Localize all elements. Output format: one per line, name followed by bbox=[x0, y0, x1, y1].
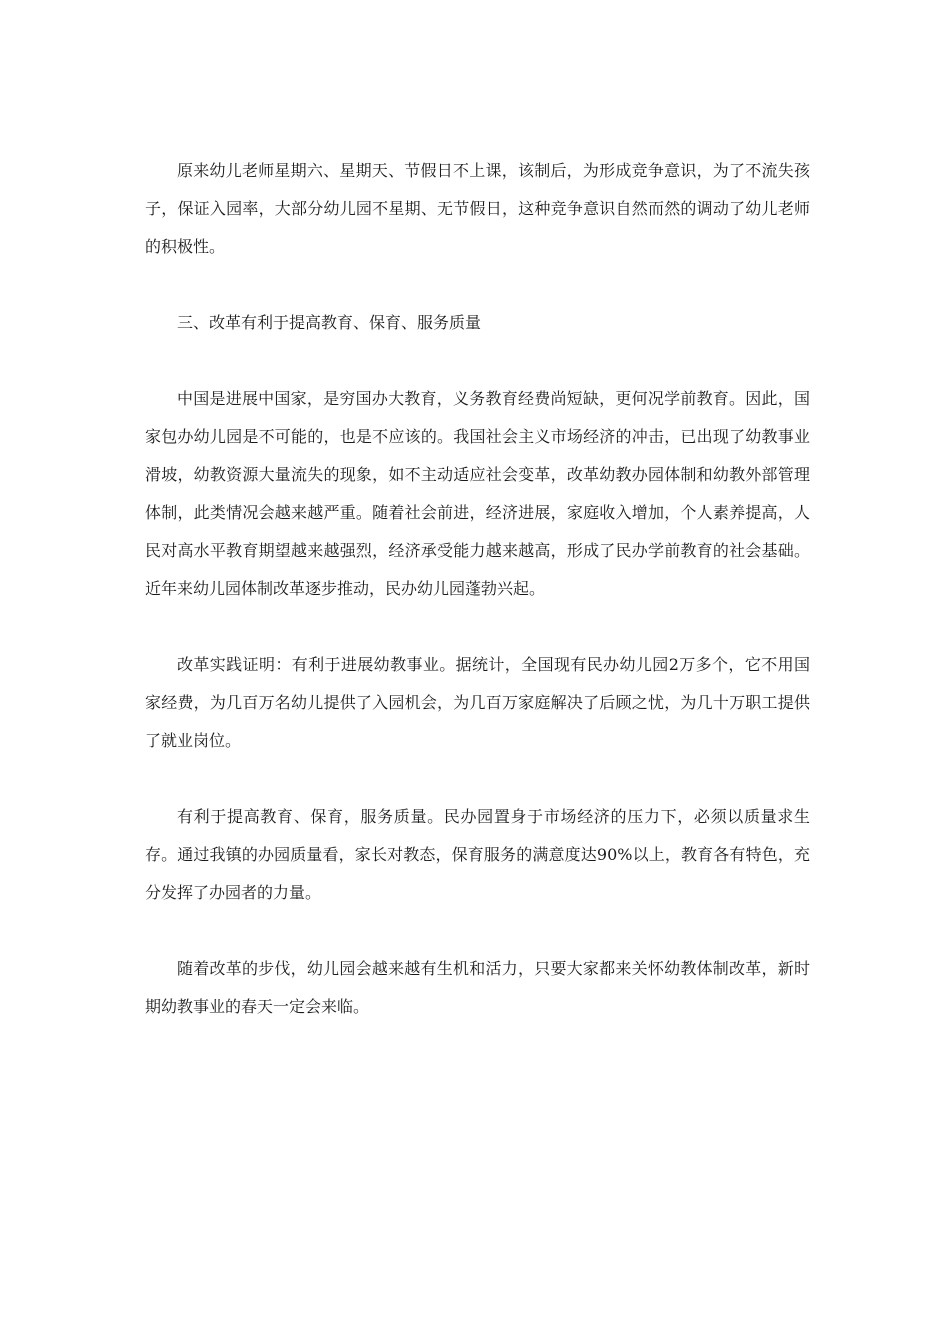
paragraph-service-quality: 有利于提高教育、保育，服务质量。民办园置身于市场经济的压力下，必须以质量求生存。通过我镇的办园质量看，家长对教态，保育服务的满意度达90%以上，教育各有特色，充分发挥了办园者的力量。 bbox=[145, 807, 810, 902]
paragraph-reform-evidence: 改革实践证明：有利于进展幼教事业。据统计，全国现有民办幼儿园2万多个，它不用国家经费，为几百万名幼儿提供了入园机会，为几百万家庭解决了后顾之忧，为几十万职工提供了就业岗位。 bbox=[145, 655, 810, 750]
paragraph-spacer bbox=[145, 608, 810, 646]
paragraph-conclusion: 随着改革的步伐，幼儿园会越来越有生机和活力，只要大家都来关怀幼教体制改革，新时期幼教事业的春天一定会来临。 bbox=[145, 959, 810, 1016]
section-heading-reform-quality: 三、改革有利于提高教育、保育、服务质量 bbox=[177, 313, 482, 332]
paragraph-spacer bbox=[145, 266, 810, 304]
document-body bbox=[145, 152, 810, 1026]
paragraph-national-context: 中国是进展中国家，是穷国办大教育，义务教育经费尚短缺，更何况学前教育。因此，国家包办幼儿园是不可能的，也是不应该的。我国社会主义市场经济的冲击，已出现了幼教事业滑坡，幼教资源大量流失的现象，如不主动适应社会变革，改革幼教办园体制和幼教外部管理体制，此类情况会越来越严重。随着社会前进，经济进展，家庭收入增加，个人素养提高，人民对高水平教育期望越来越强烈，经济承受能力越来越高，形成了民办学前教育的社会基础。近年来幼儿园体制改革逐步推动，民办幼儿园蓬勃兴起。 bbox=[145, 389, 810, 598]
paragraph-teacher-schedule: 原来幼儿老师星期六、星期天、节假日不上课，该制后，为形成竞争意识，为了不流失孩子，保证入园率，大部分幼儿园不星期、无节假日，这种竞争意识自然而然的调动了幼儿老师的积极性。 bbox=[145, 161, 810, 256]
paragraph-spacer bbox=[145, 342, 810, 380]
paragraph-spacer bbox=[145, 760, 810, 798]
paragraph-spacer bbox=[145, 912, 810, 950]
